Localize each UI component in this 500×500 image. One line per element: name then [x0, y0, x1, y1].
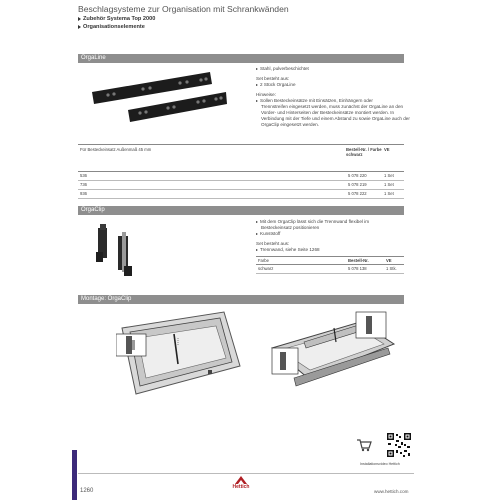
table-rule — [78, 189, 404, 190]
page-number: 1260 — [80, 488, 94, 494]
subtitle-category: Organisationselemente — [78, 23, 478, 31]
brand-name: Hettich — [232, 484, 250, 490]
desc-line: Verbindung mit der Tiefe und einem Abstand zu sowie OrgaLine auch der — [261, 116, 410, 121]
desc-line: Set besteht aus: — [256, 241, 290, 246]
orgaline-product-image — [88, 70, 228, 126]
table-header-color: Farbe — [258, 258, 269, 263]
table-cell-size: 936 — [80, 191, 87, 196]
table-header-ordernr: Bestell-Nr. — [348, 258, 369, 263]
table-rule — [256, 256, 404, 257]
table-header-ve: VE — [384, 147, 390, 152]
table-cell-ve: 1 Stk. — [386, 266, 397, 271]
triangle-bullet-icon — [256, 84, 258, 86]
footer-url[interactable]: www.hettich.com — [374, 489, 409, 494]
desc-line: Besteckeinsatz positionieren — [261, 225, 320, 230]
section-bar-orgaclip: OrgaClip — [78, 206, 404, 215]
table-cell-ve: 1 Set — [384, 191, 394, 196]
table-cell-ordernr: 5 078 219 — [348, 182, 367, 187]
montage-illustration-1 — [116, 308, 244, 400]
table-header-size: Für Besteckeinsatz Außenmaß 45 mm — [80, 147, 152, 152]
triangle-bullet-icon — [78, 25, 81, 29]
side-color-bar — [72, 450, 77, 500]
desc-line: OrgaClip eingesetzt werden. — [261, 122, 319, 127]
desc-line: Set besteht aus: — [256, 76, 290, 81]
table-header-ve: VE — [386, 258, 392, 263]
table-cell-ve: 1 Set — [384, 173, 394, 178]
desc-line: Vorder- und Hinterseiten der Besteckeinsätze montiert werden. In — [261, 110, 395, 115]
table-rule — [78, 198, 404, 199]
subtitle-system: Zubehör Systema Top 2000 — [78, 15, 478, 23]
table-header-ordernr: Bestell-Nr. / Farbe schwarz — [346, 147, 382, 157]
orgaclip-description — [256, 219, 416, 253]
section-bar-montage: Montage: OrgaClip — [78, 295, 404, 304]
table-cell-size: 736 — [80, 182, 87, 187]
triangle-bullet-icon — [256, 221, 258, 223]
table-rule — [78, 180, 404, 181]
page-header — [78, 4, 478, 38]
table-cell-color: schwarz — [258, 266, 274, 271]
desc-line: Trennwand, siehe Seite 1268 — [256, 247, 416, 253]
orgaclip-table — [256, 256, 404, 278]
hettich-logo-mark-icon — [235, 476, 247, 484]
desc-line: Mit dem OrgaClip lässt sich die Trennwand flexibel im — [256, 219, 416, 225]
triangle-bullet-icon — [256, 249, 258, 251]
orgaline-description — [256, 66, 416, 128]
desc-line: Trennstreifen eingesetzt werden, muss zunächst der OrgaLine an den — [261, 104, 404, 109]
table-cell-ve: 1 Set — [384, 182, 394, 187]
table-rule — [256, 273, 404, 274]
page-title: Beschlagsysteme zur Organisation mit Schrankwänden — [78, 4, 289, 14]
section-bar-orgaline: OrgaLine — [78, 54, 404, 63]
orgaclip-product-image — [94, 222, 140, 280]
orgaline-table — [78, 144, 404, 204]
footer-rule — [78, 473, 414, 474]
qr-area — [354, 432, 414, 470]
desc-line: Sollen Besteckeinsätze mit Einsätzen, Einhängern oder — [256, 98, 416, 104]
desc-line: Stahl, pulverbeschichtet — [256, 66, 416, 72]
triangle-bullet-icon — [256, 68, 258, 70]
orgaclip-right — [118, 232, 132, 276]
triangle-bullet-icon — [78, 17, 81, 21]
table-rule — [78, 144, 404, 145]
desc-line: 2 Stück OrgaLine — [256, 82, 416, 88]
montage-illustration-2 — [264, 308, 398, 400]
qr-code-icon[interactable] — [386, 432, 412, 458]
table-cell-ordernr: 5 078 222 — [348, 191, 367, 196]
triangle-bullet-icon — [256, 233, 258, 235]
table-rule — [256, 264, 404, 265]
table-rule — [78, 171, 404, 172]
triangle-bullet-icon — [256, 100, 258, 102]
orgaline-rail-front — [128, 92, 227, 122]
qr-label: Installationsvideo Hettich — [360, 462, 400, 466]
desc-line: Hinweise: — [256, 92, 276, 97]
table-cell-size: 536 — [80, 173, 87, 178]
orgaclip-left — [96, 224, 107, 262]
hettich-logo — [226, 476, 256, 496]
desc-line: Kunststoff — [256, 231, 416, 237]
table-cell-ordernr: 5 078 138 — [348, 266, 367, 271]
table-cell-ordernr: 5 078 220 — [348, 173, 367, 178]
cart-icon — [356, 438, 372, 452]
